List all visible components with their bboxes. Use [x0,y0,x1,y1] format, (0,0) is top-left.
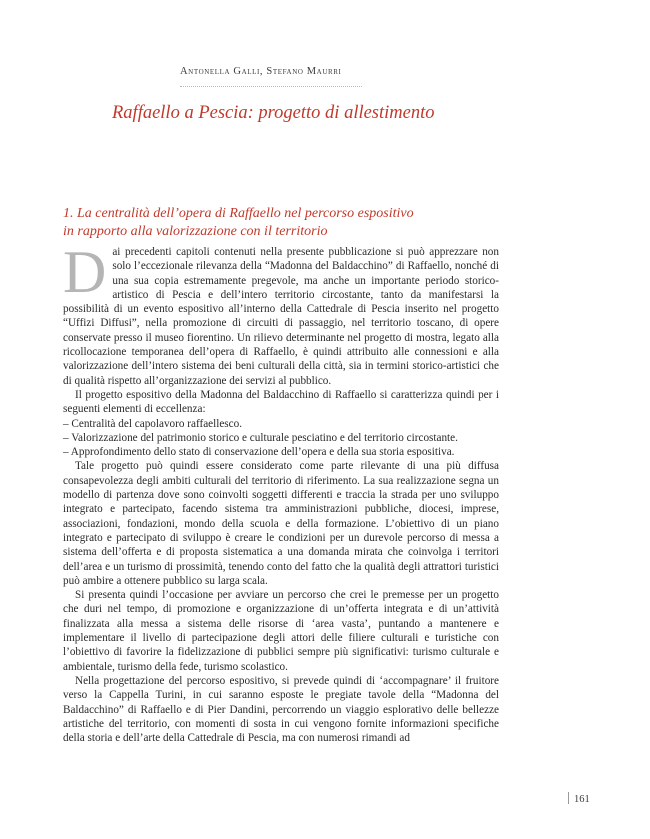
author-names: Antonella Galli, Stefano Maurri [180,66,342,77]
chapter-title: Raffaello a Pescia: progetto di allestimento [112,103,435,123]
section-heading [63,205,414,241]
drop-cap-letter: D [63,239,107,305]
paragraph-1 [63,239,499,388]
page-number-rule [568,792,569,804]
paragraph-5: Nella progettazione del percorso espositivo, si prevede quindi di ‘accompagnare’ il fruitore verso la Cappella Turini, in cui saranno esposte le pregiate tavole della “Madonna del Baldacchino” di Raffaello e di Pier Dandini, percorrendo un viaggio esplorativo delle bellezze artistiche del territorio, con momenti di sosta in cui vengono fornite informazioni specifiche della storia e dell’arte della Cattedrale di Pescia, ma con numerosi rimandi ad [63,674,499,745]
paragraph-3: Tale progetto può quindi essere considerato come parte rilevante di una più diffusa consapevolezza degli ambiti culturali del territorio di riferimento. La sua realizzazione segna un modello di partenza dove sono coinvolti soggetti differenti e traccia la strada per uno sviluppo integrato e partecipato, facendo sistema tra amministrazioni pubbliche, diocesi, imprese, associazioni, fondazioni, mondo della scuola e della formazione. L’obiettivo di un piano integrato e partecipato di sviluppo è creare le condizioni per un durevole percorso di messa a sistema dell’offerta e di proposta sistematica a una domanda mirata che coinvolga i territori dell’area e un turismo di prossimità, tenendo conto del fatto che la qualità degli attrattori turistici può ambire a ottenere pubblico su larga scala. [63,460,499,587]
section-heading-line-2: in rapporto alla valorizzazione con il territorio [63,224,328,239]
section-heading-line-1: 1. La centralità dell’opera di Raffaello nel percorso espositivo [63,206,414,221]
author-divider [180,86,362,87]
paragraph-1-text: ai precedenti capitoli contenuti nella presente pubblicazione si può apprezzare non solo l’eccezionale rilevanza della “Madonna del Baldacchino” di Raffaello, nonché di una sua copia estremamente pregevole, ma anche un importante periodo storico-artistico di Pescia e dell’intero territorio circostante, tanto da manifestarsi la possibilità di un evento espositivo all’interno della Cattedrale di Pescia inserito nel progetto “Uffizi Diffusi”, nella promozione di circuiti di passaggio, nel territorio toscano, di opere conservate presso il museo fiorentino. Un rilievo determinante nel progetto di mostra, legato alla ricollocazione temporanea dell’opera di Raffaello, è quindi attribuito alle connessioni e alla valorizzazione dell’intero sistema dei beni culturali della città, sia in termini storico-artistici che di qualità rispetto all’organizzazione dei servizi al pubblico. [63,246,499,387]
paragraph-2: Il progetto espositivo della Madonna del Baldacchino di Raffaello si caratterizza quindi per i seguenti elementi di eccellenza: [63,388,499,416]
list-item: – Valorizzazione del patrimonio storico e culturale pesciatino e del territorio circostante. [63,431,458,444]
page-number [568,792,590,805]
body-text [63,239,499,745]
page-number-value: 161 [574,794,590,805]
list-item: – Approfondimento dello stato di conservazione dell’opera e della sua storia espositiva. [63,446,455,459]
paragraph-4: Si presenta quindi l’occasione per avviare un percorso che crei le premesse per un progetto che duri nel tempo, di promozione e organizzazione di un’offerta integrata e di un’attività finalizzata alla messa a sistema delle risorse di ‘area vasta’, puntando a mantenere e implementare il livello di partecipazione degli attori delle filiere culturali e turistiche con l’obiettivo di favorire la fidelizzazione di pubblici sempre più significativi: turismo culturale e ambientale, turismo della fede, turismo scolastico. [63,589,499,673]
list-item: – Centralità del capolavoro raffaellesco. [63,417,243,430]
